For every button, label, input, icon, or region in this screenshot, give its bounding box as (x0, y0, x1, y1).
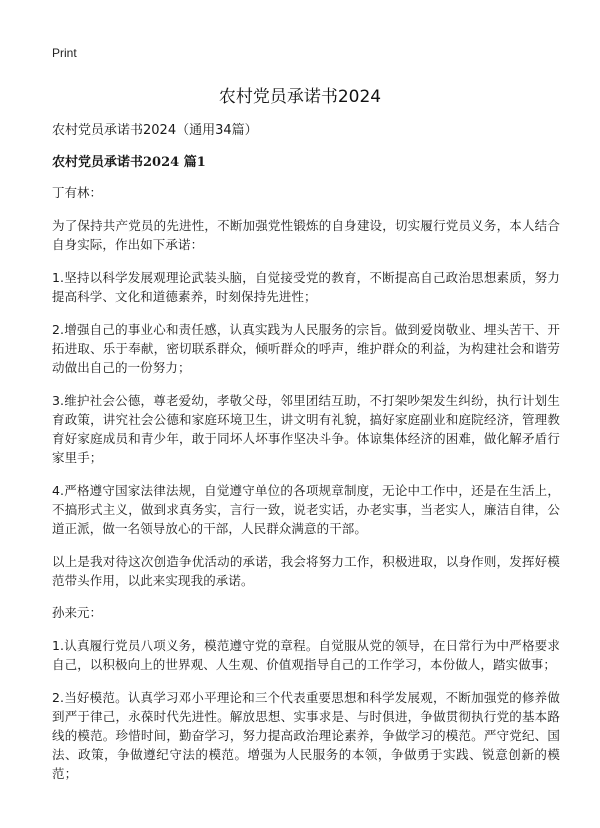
pledge-item: 2.增强自己的事业心和责任感，认真实践为人民服务的宗旨。做到爱岗敬业、埋头苦干、开拓进取、乐于奉献，密切联系群众，倾听群众的呼声，维护群众的利益，为构建社会和谐劳动做出自己的一份努力； (52, 322, 560, 375)
speaker-name: 孙来元： (52, 605, 103, 620)
intro-paragraph: 为了保持共产党员的先进性，不断加强党性锻炼的自身建设，切实履行党员义务，本人结合自身实际，作出如下承诺： (52, 218, 560, 252)
speaker-name: 丁有林： (52, 185, 103, 200)
pledge-item: 1.坚持以科学发展观理论武装头脑，自觉接受党的教育，不断提高自己政治思想素质，努力提高科学、文化和道德素养，时刻保持先进性； (52, 270, 560, 304)
document-title: 农村党员承诺书2024 (218, 87, 382, 107)
section-heading: 农村党员承诺书2024 篇1 (52, 155, 206, 170)
pledge-item: 2.当好模范。认真学习邓小平理论和三个代表重要思想和科学发展观，不断加强党的修养做到严于律己，永葆时代先进性。解放思想、实事求是、与时俱进，争做贯彻执行党的基本路线的模范。珍惜时间，勤奋学习，努力提高政治理论素养，争做学习的模范。严守党纪、国法、政策，争做遵纪守法的模范。增强为人民服务的本领，争做勇于实践、锐意创新的模范； (52, 690, 560, 781)
document-body (52, 122, 560, 797)
print-link[interactable]: Print (52, 46, 77, 60)
pledge-item: 4.严格遵守国家法律法规，自觉遵守单位的各项规章制度，无论中工作中，还是在生活上，不搞形式主义，做到求真务实，言行一致，说老实话，办老实事，当老实人，廉洁自律，公道正派，做一名领导放心的干部，人民群众满意的干部。 (52, 483, 560, 536)
pledge-item: 3.维护社会公德，尊老爱幼，孝敬父母，邻里团结互助，不打架吵架发生纠纷，执行计划生育政策，讲究社会公德和家庭环境卫生，讲文明有礼貌，搞好家庭副业和庭院经济，管理教育好家庭成员和青少年，敢于同坏人坏事作坚决斗争。体谅集体经济的困难，做化解矛盾行家里手； (52, 393, 560, 465)
pledge-item: 1.认真履行党员八项义务，模范遵守党的章程。自觉服从党的领导，在日常行为中严格要求自己，以积极向上的世界观、人生观、价值观指导自己的工作学习，本份做人，踏实做事； (52, 638, 560, 672)
closing-paragraph: 以上是我对待这次创造争优活动的承诺，我会将努力工作，积极进取，以身作则，发挥好模范带头作用，以此来实现我的承诺。 (52, 554, 560, 588)
document-subtitle: 农村党员承诺书2024（通用34篇） (52, 123, 258, 138)
